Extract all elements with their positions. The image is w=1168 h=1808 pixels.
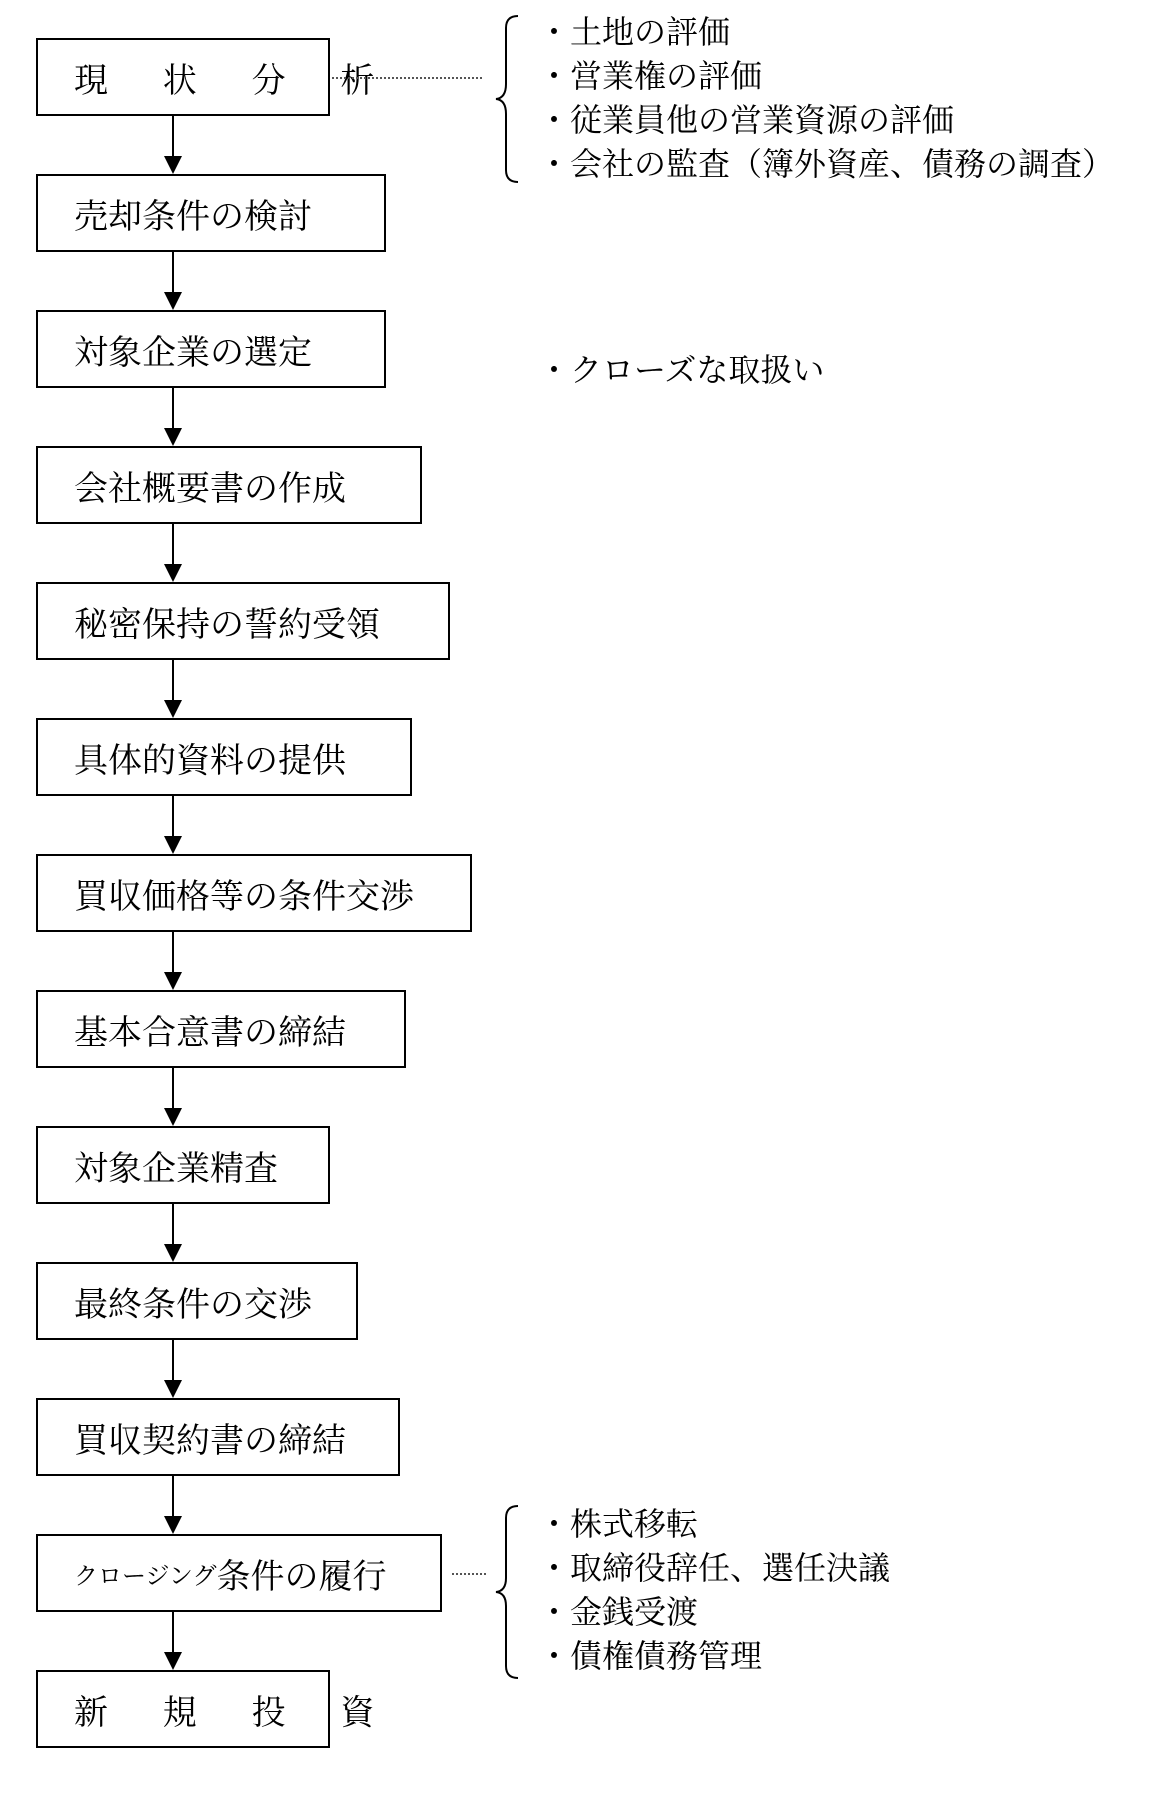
step-saishuu-koushou (36, 1262, 358, 1340)
note-item: ・クローズな取扱い (538, 351, 825, 389)
note-item: ・取締役辞任、選任決議 (538, 1549, 891, 1587)
step-label: 売却条件の検討 (74, 196, 312, 237)
step-gaiyousho-sakusei (36, 446, 422, 524)
step-himitsu-hoji (36, 582, 450, 660)
step-label: 会社概要書の作成 (74, 468, 346, 509)
step-shinki-toushi (36, 1670, 397, 1748)
note-item: ・営業権の評価 (538, 57, 763, 95)
flow-arrow (172, 1068, 174, 1124)
note-selection (538, 348, 824, 392)
dotted-connector (452, 1573, 486, 1575)
step-label: 現 状 分 析 (74, 60, 397, 101)
step-label: 新 規 投 資 (74, 1692, 397, 1733)
step-genjou-bunseki (36, 38, 397, 116)
flow-arrow (172, 1612, 174, 1668)
step-label: 買収価格等の条件交渉 (74, 876, 414, 917)
flow-arrow (172, 660, 174, 716)
step-jouken-koushou (36, 854, 472, 932)
step-label: 秘密保持の誓約受領 (74, 604, 380, 645)
step-label: 対象企業精査 (74, 1148, 278, 1189)
note-item: ・債権債務管理 (538, 1637, 763, 1675)
step-label: 買収契約書の締結 (74, 1420, 346, 1461)
step-kihon-goui (36, 990, 406, 1068)
flow-arrow (172, 116, 174, 172)
flow-arrow (172, 1476, 174, 1532)
step-keiyakusho-teiketsu (36, 1398, 400, 1476)
step-closing (36, 1534, 442, 1612)
curly-brace (494, 14, 524, 184)
flow-arrow (172, 252, 174, 308)
step-label: 最終条件の交渉 (74, 1284, 312, 1325)
note-item: ・従業員他の営業資源の評価 (538, 101, 955, 139)
curly-brace (494, 1504, 524, 1680)
flow-arrow (172, 1340, 174, 1396)
step-taishou-seisa (36, 1126, 330, 1204)
step-label: 対象企業の選定 (74, 332, 312, 373)
step-label: 具体的資料の提供 (74, 740, 346, 781)
flow-arrow (172, 524, 174, 580)
dotted-connector (332, 77, 482, 79)
note-analysis (538, 10, 1114, 186)
step-shiryou-teikyou (36, 718, 412, 796)
flow-arrow (172, 388, 174, 444)
note-item: ・土地の評価 (538, 13, 731, 51)
flow-arrow (172, 932, 174, 988)
flow-arrow (172, 796, 174, 852)
step-label-small: クロージング (74, 1561, 217, 1590)
note-item: ・会社の監査（簿外資産、債務の調査） (538, 145, 1115, 183)
step-label: 条件の履行 (216, 1556, 387, 1597)
step-baikyaku-jouken (36, 174, 386, 252)
flow-arrow (172, 1204, 174, 1260)
note-item: ・金銭受渡 (538, 1593, 699, 1631)
step-taishou-sentei (36, 310, 386, 388)
note-closing (538, 1502, 890, 1678)
step-label: 基本合意書の締結 (74, 1012, 346, 1053)
note-item: ・株式移転 (538, 1505, 699, 1543)
